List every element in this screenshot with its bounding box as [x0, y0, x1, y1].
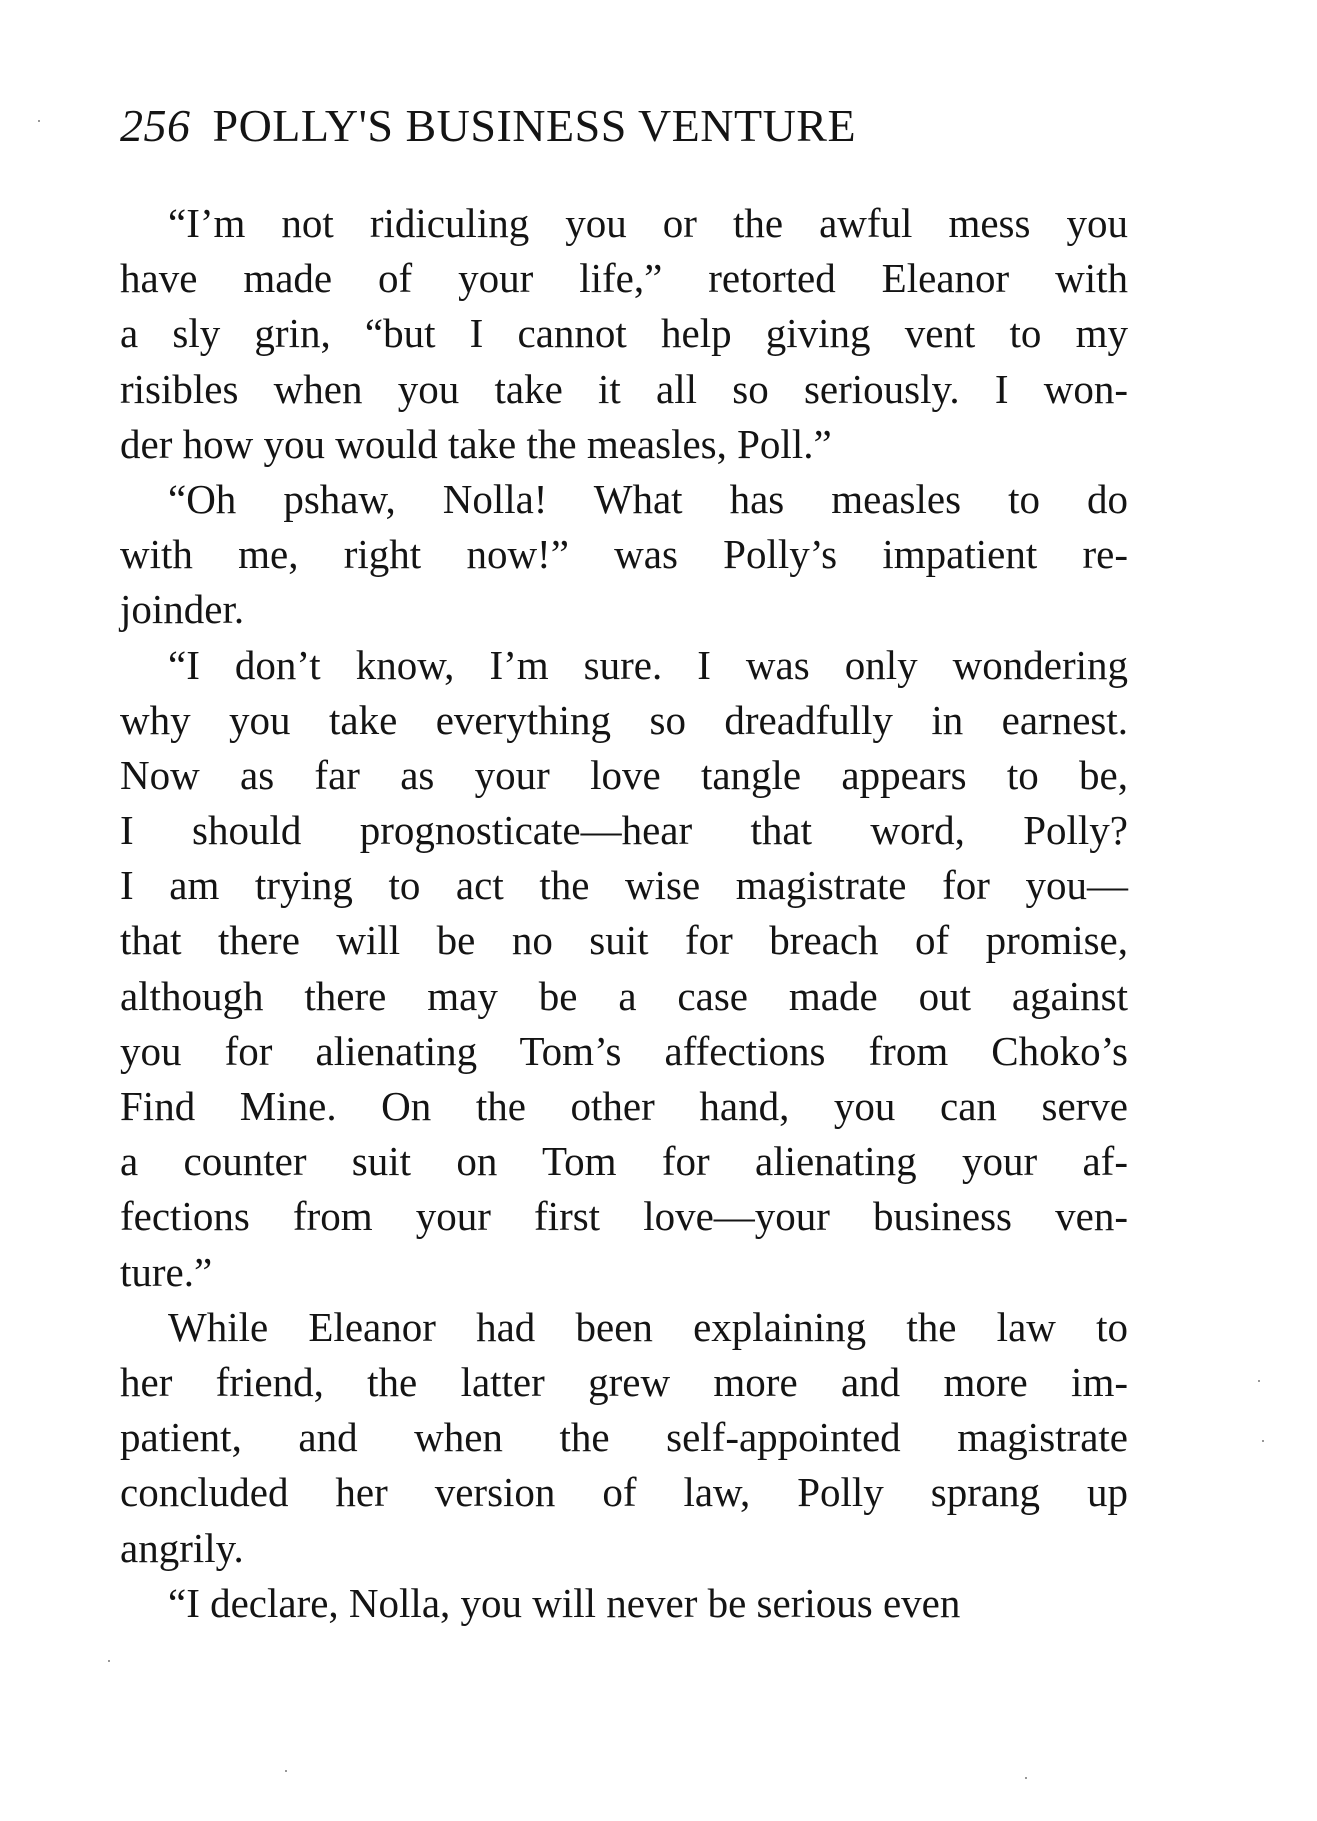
paper-speck — [1258, 1380, 1260, 1382]
text-line: you for alienating Tom’s affections from Choko’s — [120, 1027, 1128, 1074]
paper-speck — [38, 120, 40, 122]
paper-speck — [108, 1660, 110, 1662]
page-number: 256 — [120, 100, 191, 151]
paper-speck — [285, 1770, 287, 1772]
text-line: Now as far as your love tangle appears to be, — [120, 751, 1128, 798]
text-line: ture.” — [120, 1248, 213, 1295]
text-line: a counter suit on Tom for alienating your af- — [120, 1138, 1128, 1185]
text-line: joinder. — [120, 586, 245, 633]
text-line: fections from your first love—your business ven- — [120, 1193, 1128, 1240]
text-line: her friend, the latter grew more and more im- — [120, 1358, 1128, 1405]
text-line: although there may be a case made out against — [120, 972, 1128, 1019]
text-line: I should prognosticate—hear that word, Polly? — [120, 807, 1128, 854]
text-line: that there will be no suit for breach of promise, — [120, 917, 1128, 964]
text-line: “I don’t know, I’m sure. I was only wondering — [168, 641, 1128, 688]
text-line: angrily. — [120, 1524, 244, 1571]
text-line: “Oh pshaw, Nolla! What has measles to do — [168, 475, 1128, 522]
text-line: concluded her version of law, Polly sprang up — [120, 1469, 1128, 1516]
text-line: patient, and when the self-appointed magistrate — [120, 1414, 1128, 1461]
text-line: a sly grin, “but I cannot help giving vent to my — [120, 310, 1128, 357]
text-line: risibles when you take it all so seriously. I won- — [120, 365, 1128, 412]
paper-speck — [1025, 1777, 1027, 1779]
text-line: Find Mine. On the other hand, you can serve — [120, 1083, 1128, 1129]
body-text — [120, 196, 1128, 1631]
text-line: While Eleanor had been explaining the law to — [168, 1303, 1128, 1350]
text-line: with me, right now!” was Polly’s impatient re- — [120, 531, 1128, 578]
running-header — [120, 96, 1130, 156]
text-line: der how you would take the measles, Poll.” — [120, 420, 832, 467]
text-line: why you take everything so dreadfully in earnest. — [120, 696, 1128, 743]
paper-speck — [1262, 1440, 1264, 1442]
running-title: POLLY'S BUSINESS VENTURE — [212, 100, 857, 151]
text-line: have made of your life,” retorted Eleanor with — [120, 255, 1128, 302]
text-line: “I’m not ridiculing you or the awful mess you — [168, 200, 1128, 246]
text-line: “I declare, Nolla, you will never be serious even — [168, 1579, 961, 1626]
text-line: I am trying to act the wise magistrate for you— — [120, 862, 1128, 909]
